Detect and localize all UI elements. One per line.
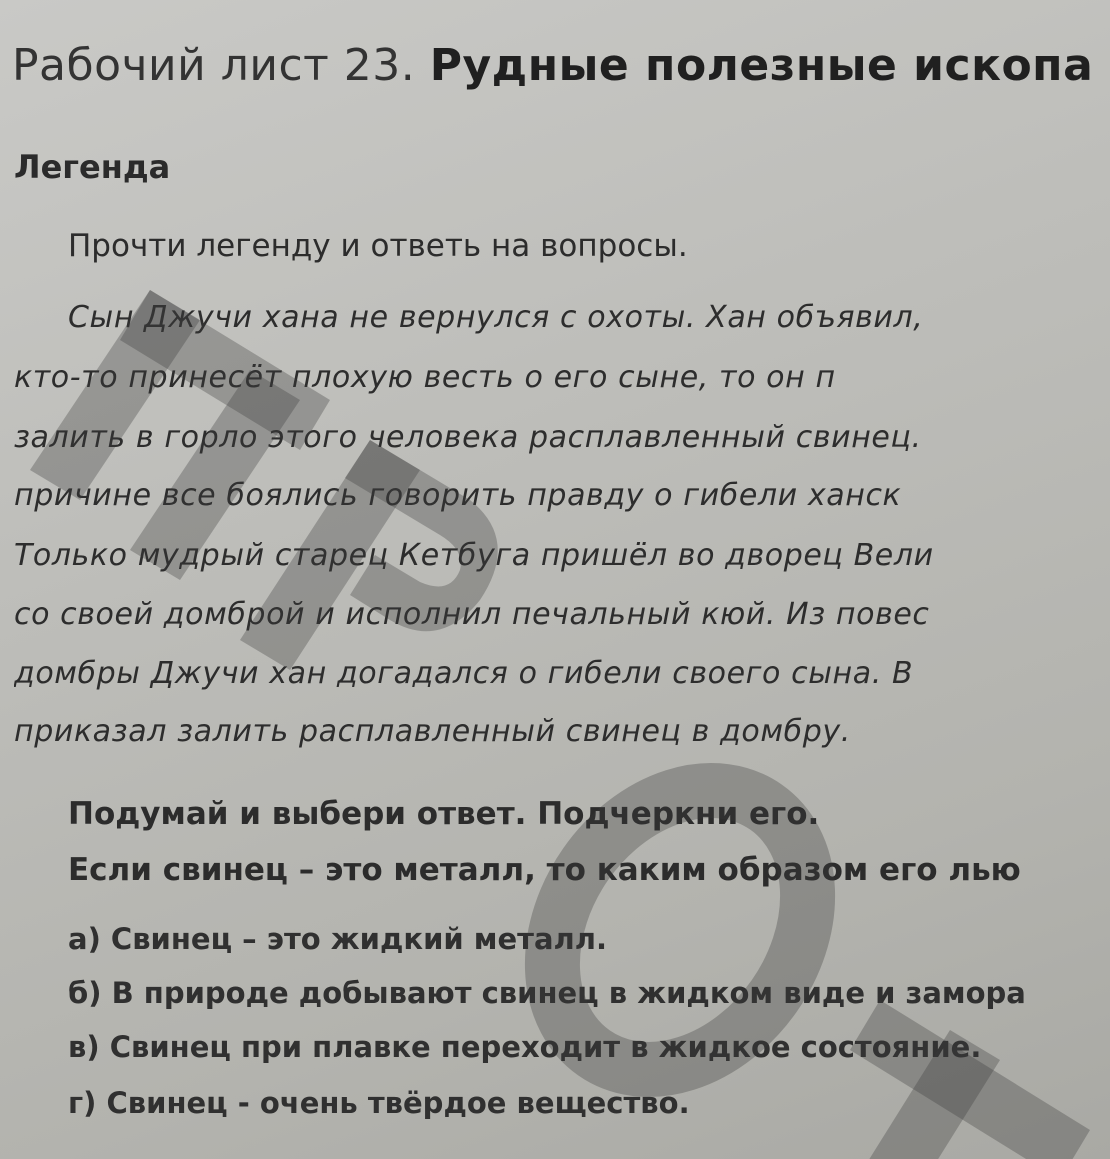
- task-question: Если свинец – это металл, то каким образом его лью: [68, 852, 1021, 888]
- legend-line-8: приказал залить расплавленный свинец в домбру.: [14, 714, 851, 749]
- legend-line-7: домбры Джучи хан догадался о гибели своего сына. В: [14, 656, 914, 691]
- legend-line-6: со своей домброй и исполнил печальный кюй. Из повес: [14, 597, 930, 632]
- title-prefix: Рабочий лист 23.: [12, 40, 416, 91]
- section-heading: Легенда: [14, 148, 171, 186]
- legend-line-2: кто-то принесёт плохую весть о его сыне, то он п: [14, 360, 836, 395]
- page-title: [12, 40, 1110, 91]
- task-instruction: Подумай и выбери ответ. Подчеркни его.: [68, 796, 820, 832]
- legend-line-5: Только мудрый старец Кетбуга пришёл во дворец Вели: [14, 538, 934, 573]
- legend-line-1: Сын Джучи хана не вернулся с охоты. Хан объявил,: [68, 300, 924, 335]
- answer-option-b[interactable]: б) В природе добывают свинец в жидком виде и замора: [68, 976, 1026, 1010]
- legend-line-4: причине все боялись говорить правду о гибели ханск: [14, 478, 902, 513]
- instruction-text: Прочти легенду и ответь на вопросы.: [68, 228, 688, 264]
- title-topic: Рудные полезные ископа: [429, 40, 1094, 91]
- answer-option-c[interactable]: в) Свинец при плавке переходит в жидкое состояние.: [68, 1030, 982, 1064]
- legend-line-3: залить в горло этого человека расплавленный свинец.: [14, 420, 922, 455]
- answer-option-d[interactable]: г) Свинец - очень твёрдое вещество.: [68, 1086, 690, 1120]
- answer-option-a[interactable]: а) Свинец – это жидкий металл.: [68, 922, 608, 956]
